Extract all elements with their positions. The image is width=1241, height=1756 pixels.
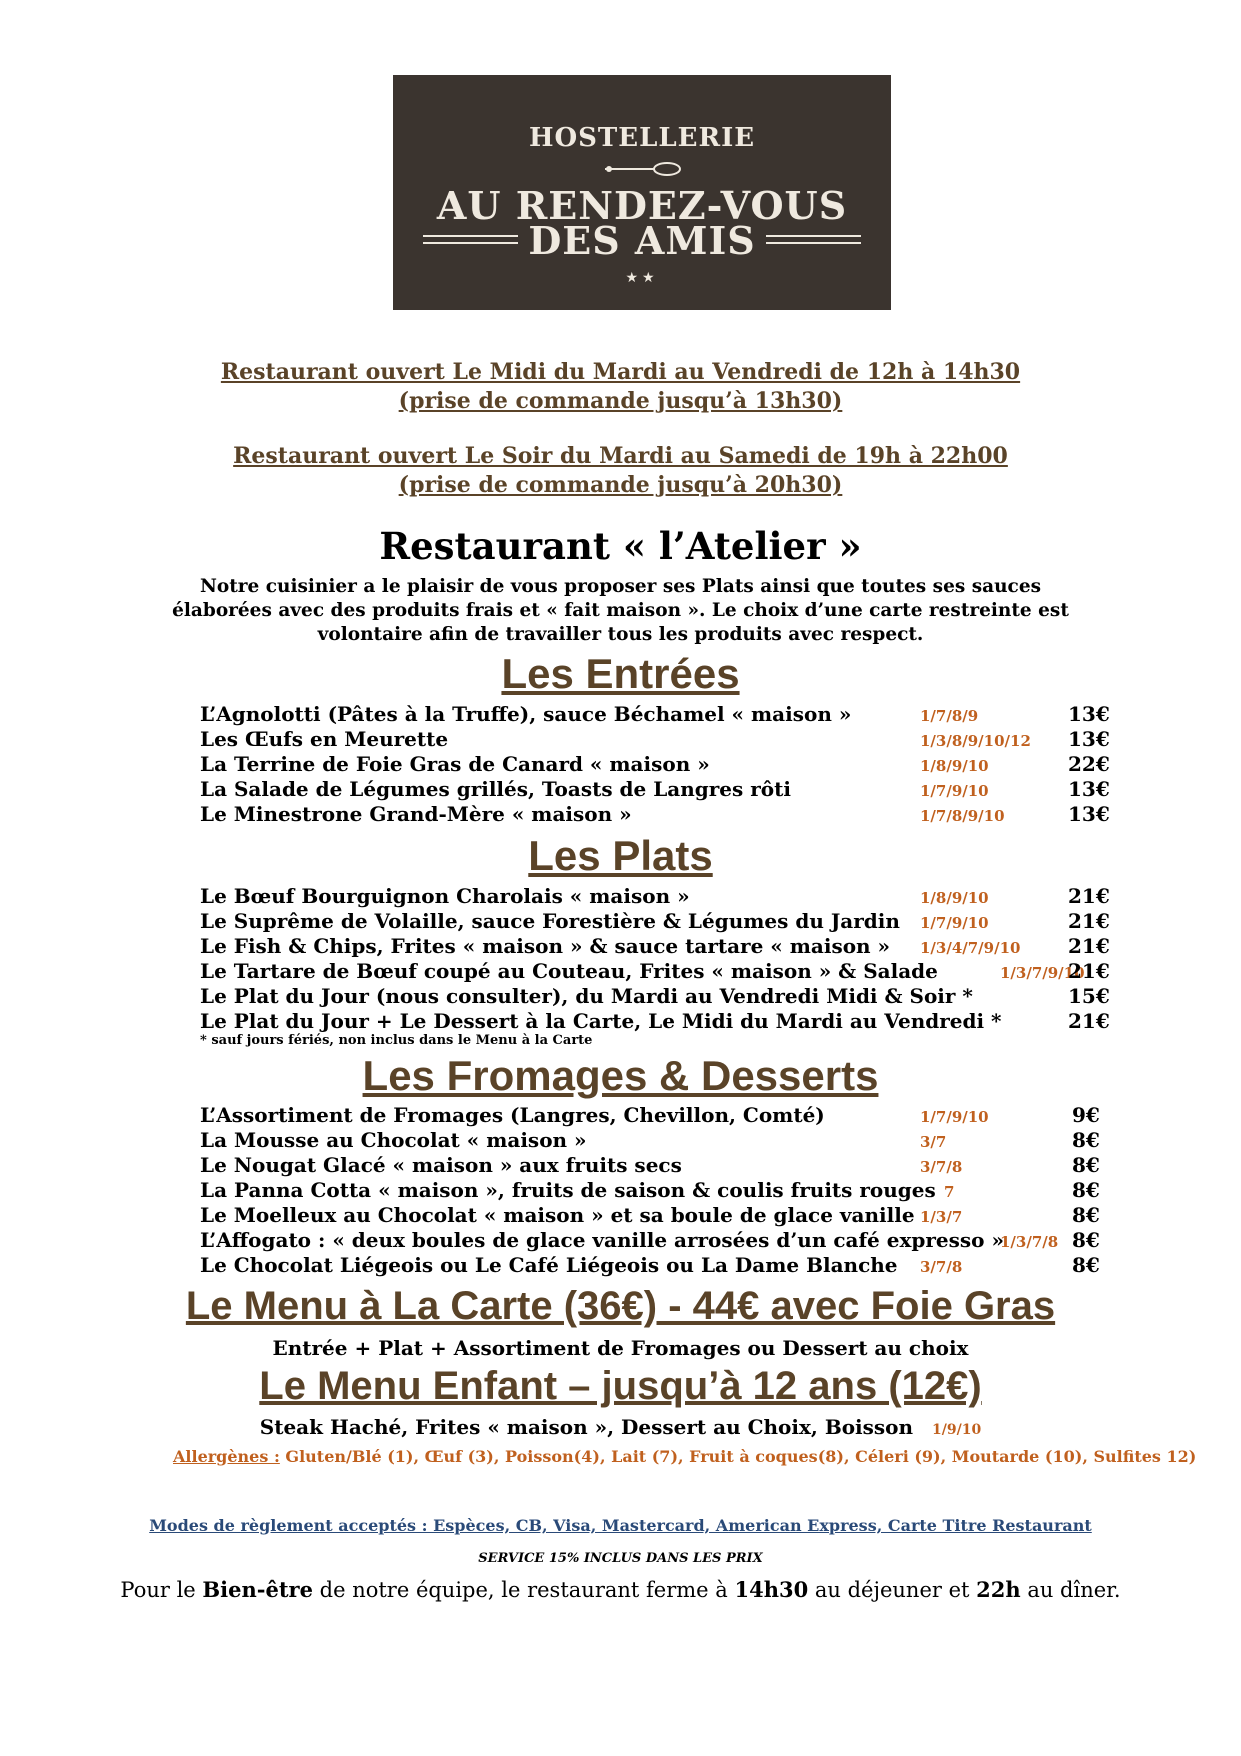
menu-item: [200, 934, 1120, 959]
item-allergens: 1/8/9/10: [920, 889, 989, 907]
item-name: Le Plat du Jour + Le Dessert à la Carte, Le Midi du Mardi au Vendredi *: [200, 1009, 1002, 1033]
menu-item: [200, 1153, 1120, 1178]
item-name: L’Agnolotti (Pâtes à la Truffe), sauce Béchamel « maison »: [200, 702, 852, 726]
menu-enfant-heading: Le Menu Enfant – jusqu’à 12 ans (12€): [259, 1364, 982, 1408]
item-allergens: 1/3/7: [920, 1208, 963, 1226]
item-price: 21€: [1068, 934, 1110, 958]
item-price: 21€: [1068, 1009, 1110, 1033]
item-name: Le Bœuf Bourguignon Charolais « maison »: [200, 884, 690, 908]
item-allergens: 1/7/8/9: [920, 707, 979, 725]
hostellerie-logo: [393, 75, 891, 310]
closing-text-3: au déjeuner et: [808, 1578, 977, 1602]
item-allergens: 1/3/7/8: [1000, 1233, 1059, 1251]
item-allergens: 1/3/7/9/10: [1000, 964, 1085, 982]
closing-text-1: Pour le: [120, 1578, 203, 1602]
item-price: 8€: [1072, 1128, 1100, 1152]
item-name: L’Assortiment de Fromages (Langres, Chevillon, Comté): [200, 1103, 825, 1127]
menu-item: [200, 1228, 1120, 1253]
item-name: La Panna Cotta « maison », fruits de saison & coulis fruits rouges: [200, 1178, 936, 1202]
item-allergens: 1/7/9/10: [920, 782, 989, 800]
item-name: Le Plat du Jour (nous consulter), du Mardi au Vendredi Midi & Soir *: [200, 984, 973, 1008]
menu-item: [200, 1009, 1120, 1034]
item-name: Les Œufs en Meurette: [200, 727, 449, 751]
item-price: 15€: [1068, 984, 1110, 1008]
item-allergens: 3/7/8: [920, 1158, 963, 1176]
hours-midi-line2: (prise de commande jusqu’à 13h30): [398, 388, 843, 414]
closing-text-4: au dîner.: [1020, 1578, 1121, 1602]
menu-enfant-allergens: 1/9/10: [932, 1422, 982, 1438]
menu-item: [200, 1178, 1120, 1203]
item-price: 8€: [1072, 1253, 1100, 1277]
plats-footnote: * sauf jours fériés, non inclus dans le Menu à la Carte: [200, 1033, 593, 1048]
menu-item: [200, 1253, 1120, 1278]
section-desserts-heading: Les Fromages & Desserts: [362, 1052, 879, 1099]
menu-enfant-line: [0, 1415, 1241, 1439]
page-title: Restaurant « l’Atelier »: [379, 524, 862, 568]
menu-item: [200, 884, 1120, 909]
item-name: Le Nougat Glacé « maison » aux fruits secs: [200, 1153, 682, 1177]
item-price: 21€: [1068, 909, 1110, 933]
item-allergens: 7: [944, 1183, 955, 1201]
hours-midi-line1: Restaurant ouvert Le Midi du Mardi au Vendredi de 12h à 14h30: [220, 359, 1021, 385]
item-name: Le Suprême de Volaille, sauce Forestière & Légumes du Jardin: [200, 909, 900, 933]
closing-note: [0, 1577, 1241, 1602]
closing-bold-1: Bien-être: [202, 1577, 313, 1602]
section-entrees-heading: Les Entrées: [501, 650, 740, 697]
item-price: 13€: [1068, 727, 1110, 751]
item-allergens: 1/7/9/10: [920, 914, 989, 932]
item-name: La Terrine de Foie Gras de Canard « maison »: [200, 752, 710, 776]
allergens-text: Gluten/Blé (1), Œuf (3), Poisson(4), Lait (7), Fruit à coques(8), Céleri (9), Moutarde (10), Sulfites 12): [285, 1447, 1197, 1466]
menu-item: [200, 727, 1120, 752]
menu-item: [200, 802, 1120, 827]
menu-item: [200, 1103, 1120, 1128]
menu-item: [200, 777, 1120, 802]
item-name: Le Fish & Chips, Frites « maison » & sauce tartare « maison »: [200, 934, 891, 958]
allergens-legend: [173, 1447, 1196, 1466]
item-price: 8€: [1072, 1178, 1100, 1202]
item-name: La Salade de Légumes grillés, Toasts de Langres rôti: [200, 777, 791, 801]
item-allergens: 1/7/8/9/10: [920, 807, 1005, 825]
hours-soir-line2: (prise de commande jusqu’à 20h30): [398, 472, 843, 498]
intro-text: Notre cuisinier a le plaisir de vous proposer ses Plats ainsi que toutes ses sauces élaborées avec des produits frais et « fait maison ». Le choix d’une carte restreinte est volontaire afin de travailler tous les produits avec respect.: [172, 576, 1069, 645]
menu-item: [200, 702, 1120, 727]
item-price: 9€: [1072, 1103, 1100, 1127]
logo-hostellerie: HOSTELLERIE: [528, 123, 756, 153]
item-allergens: 1/8/9/10: [920, 757, 989, 775]
menu-item: [200, 984, 1120, 1009]
logo-stars: ★★: [625, 270, 659, 286]
item-price: 13€: [1068, 802, 1110, 826]
item-name: Le Chocolat Liégeois ou Le Café Liégeois ou La Dame Blanche: [200, 1253, 898, 1277]
item-price: 13€: [1068, 777, 1110, 801]
section-plats-heading: Les Plats: [528, 832, 713, 879]
allergens-label: Allergènes :: [173, 1447, 280, 1466]
closing-bold-2: 14h30: [734, 1577, 809, 1602]
item-name: Le Tartare de Bœuf coupé au Couteau, Frites « maison » & Salade: [200, 959, 938, 983]
hours-soir-line1: Restaurant ouvert Le Soir du Mardi au Samedi de 19h à 22h00: [233, 443, 1008, 469]
item-allergens: 1/3/8/9/10/12: [920, 732, 1031, 750]
item-allergens: 1/7/9/10: [920, 1108, 989, 1126]
item-name: La Mousse au Chocolat « maison »: [200, 1128, 587, 1152]
payment-methods: Modes de règlement acceptés : Espèces, CB, Visa, Mastercard, American Express, Carte Titre Restaurant: [149, 1516, 1092, 1535]
menu-item: [200, 1203, 1120, 1228]
item-price: 8€: [1072, 1153, 1100, 1177]
closing-text-2: de notre équipe, le restaurant ferme à: [312, 1578, 735, 1602]
logo-rule-right: [766, 235, 861, 244]
logo-au-rendez-vous: AU RENDEZ-VOUS: [436, 183, 848, 228]
menu-carte-heading: Le Menu à La Carte (36€) - 44€ avec Foie Gras: [185, 1284, 1056, 1328]
service-note: SERVICE 15% INCLUS DANS LES PRIX: [478, 1551, 763, 1566]
item-price: 21€: [1068, 959, 1110, 983]
item-allergens: 3/7: [920, 1133, 947, 1151]
logo-des-amis: DES AMIS: [528, 218, 756, 263]
item-allergens: 1/3/4/7/9/10: [920, 939, 1021, 957]
spoon-icon: [603, 161, 683, 177]
menu-carte-subtitle: Entrée + Plat + Assortiment de Fromages ou Dessert au choix: [272, 1336, 969, 1360]
item-price: 22€: [1068, 752, 1110, 776]
item-name: L’Affogato : « deux boules de glace vanille arrosées d’un café expresso »: [200, 1228, 1004, 1252]
menu-item: [200, 1128, 1120, 1153]
item-name: Le Moelleux au Chocolat « maison » et sa boule de glace vanille: [200, 1203, 915, 1227]
item-allergens: 3/7/8: [920, 1258, 963, 1276]
item-price: 21€: [1068, 884, 1110, 908]
item-name: Le Minestrone Grand-Mère « maison »: [200, 802, 632, 826]
item-price: 8€: [1072, 1228, 1100, 1252]
menu-enfant-subtitle: Steak Haché, Frites « maison », Dessert au Choix, Boisson: [259, 1415, 914, 1439]
item-price: 8€: [1072, 1203, 1100, 1227]
menu-item: [200, 959, 1120, 984]
item-price: 13€: [1068, 702, 1110, 726]
menu-item: [200, 752, 1120, 777]
menu-item: [200, 909, 1120, 934]
closing-bold-3: 22h: [976, 1577, 1021, 1602]
